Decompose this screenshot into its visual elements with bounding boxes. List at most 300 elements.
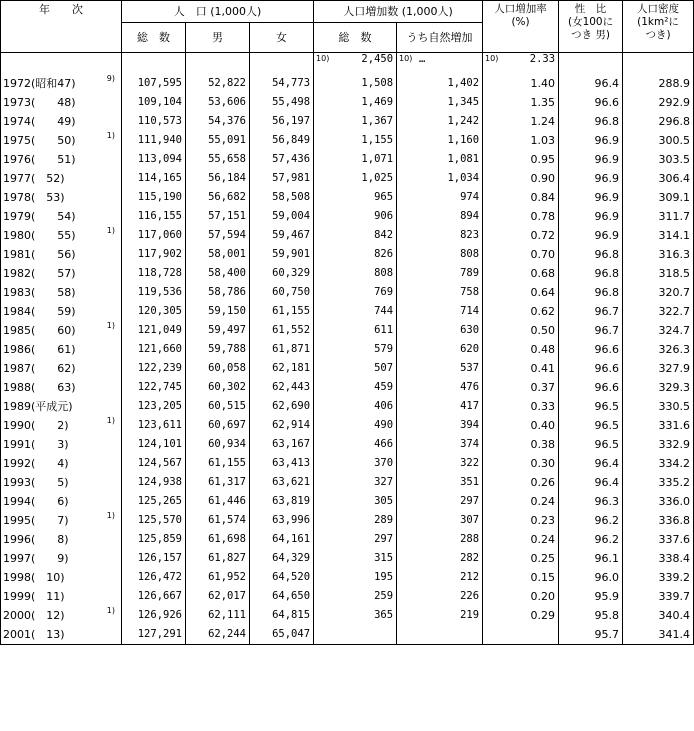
sex-ratio-cell: 96.4 [559,473,623,492]
rate-cell [483,625,559,645]
rate-cell: 0.30 [483,454,559,473]
male-cell: 58,001 [186,245,250,264]
male-cell: 55,658 [186,150,250,169]
table-row [1,264,694,283]
inc-natural-cell: 537 [397,359,483,378]
table-row [1,188,694,207]
density-cell: 332.9 [623,435,694,454]
table-row-initial [1,53,694,75]
inc-natural-cell: 351 [397,473,483,492]
rate-cell: 0.23 [483,511,559,530]
inc-total-cell: 769 [314,283,397,302]
table-row [1,359,694,378]
inc-total-cell: 1,025 [314,169,397,188]
inc-natural-cell: 758 [397,283,483,302]
female-cell: 63,621 [250,473,314,492]
density-cell: 336.0 [623,492,694,511]
inc-natural-cell [397,625,483,645]
inc-total-cell: 611 [314,321,397,340]
year-cell: 1989(平成元) [1,397,122,416]
total-cell: 126,157 [122,549,186,568]
male-cell: 60,302 [186,378,250,397]
rate-cell: 0.95 [483,150,559,169]
table-row [1,226,694,245]
male-cell: 59,788 [186,340,250,359]
rate-cell: 0.50 [483,321,559,340]
year-cell: 1991( 3) [1,435,122,454]
female-cell: 63,819 [250,492,314,511]
total-cell: 120,305 [122,302,186,321]
table-row [1,473,694,492]
header-inc-natural: うち自然増加 [397,23,483,53]
total-cell: 122,239 [122,359,186,378]
sex-ratio-cell: 96.5 [559,397,623,416]
year-cell: 1977( 52) [1,169,122,188]
table-body [1,53,694,645]
male-cell: 61,155 [186,454,250,473]
inc-natural-cell: 288 [397,530,483,549]
sex-ratio-cell: 96.9 [559,226,623,245]
inc-total-cell: 370 [314,454,397,473]
density-cell: 311.7 [623,207,694,226]
table-row [1,587,694,606]
female-cell: 59,467 [250,226,314,245]
density-cell: 322.7 [623,302,694,321]
density-cell: 339.7 [623,587,694,606]
female-cell: 62,181 [250,359,314,378]
header-sex-ratio: 性 比 (女100に つき 男) [559,1,623,53]
inc-total-cell: 1,071 [314,150,397,169]
inc-total-cell: 579 [314,340,397,359]
table-row [1,606,694,625]
density-cell: 306.4 [623,169,694,188]
rate-cell: 0.26 [483,473,559,492]
header-increase: 人口増加数 (1,000人) [314,1,483,23]
header-rate: 人口増加率 (%) [483,1,559,53]
female-cell: 58,508 [250,188,314,207]
male-cell: 56,184 [186,169,250,188]
total-cell: 123,611 [122,416,186,435]
header-inc-total: 総 数 [314,23,397,53]
sex-ratio-cell: 96.8 [559,245,623,264]
male-cell: 52,822 [186,74,250,93]
female-cell: 61,552 [250,321,314,340]
male-cell: 53,606 [186,93,250,112]
footnote-mark: 9) [106,74,115,83]
inc-natural-cell: 894 [397,207,483,226]
table-row [1,321,694,340]
sex-ratio-cell: 96.6 [559,340,623,359]
year-cell: 1973( 48) [1,93,122,112]
inc-natural-cell: 297 [397,492,483,511]
female-cell: 57,981 [250,169,314,188]
female-cell: 59,901 [250,245,314,264]
sex-ratio-cell: 96.5 [559,435,623,454]
inc-natural-cell: 1,081 [397,150,483,169]
inc-total-cell: 826 [314,245,397,264]
table-row [1,492,694,511]
density-cell: 327.9 [623,359,694,378]
total-cell: 117,060 [122,226,186,245]
total-cell: 122,745 [122,378,186,397]
year-cell: 1976( 51) [1,150,122,169]
density-cell: 292.9 [623,93,694,112]
sex-ratio-cell: 96.8 [559,112,623,131]
rate-cell: 1.24 [483,112,559,131]
rate-cell: 0.24 [483,492,559,511]
inc-total-cell: 1,367 [314,112,397,131]
sex-ratio-cell: 96.6 [559,378,623,397]
density-cell: 288.9 [623,74,694,93]
total-cell: 123,205 [122,397,186,416]
sex-ratio-cell: 95.9 [559,587,623,606]
total-cell: 124,567 [122,454,186,473]
header-year: 年 次 [1,1,122,53]
year-cell: 1996( 8) [1,530,122,549]
female-cell: 54,773 [250,74,314,93]
year-cell: 1998( 10) [1,568,122,587]
header-pop-total: 総 数 [122,23,186,53]
table-row [1,435,694,454]
inc-natural-cell: 307 [397,511,483,530]
total-cell: 127,291 [122,625,186,645]
inc-total-cell [314,625,397,645]
density-cell: 318.5 [623,264,694,283]
total-cell: 125,265 [122,492,186,511]
inc-natural-cell: 808 [397,245,483,264]
year-cell: 1980( 55) 1) [1,226,122,245]
year-cell: 1981( 56) [1,245,122,264]
table-row [1,511,694,530]
sex-ratio-cell: 96.9 [559,150,623,169]
male-cell: 61,698 [186,530,250,549]
female-cell: 59,004 [250,207,314,226]
male-cell: 61,574 [186,511,250,530]
density-cell: 339.2 [623,568,694,587]
female-cell: 64,329 [250,549,314,568]
footnote-mark: 1) [106,131,115,140]
sex-ratio-cell: 96.6 [559,93,623,112]
header-pop-female: 女 [250,23,314,53]
year-cell: 2001( 13) [1,625,122,645]
year-cell: 1974( 49) [1,112,122,131]
density-cell: 338.4 [623,549,694,568]
year-cell: 1999( 11) [1,587,122,606]
table-row [1,340,694,359]
female-cell: 62,914 [250,416,314,435]
inc-total-cell: 289 [314,511,397,530]
year-cell: 1986( 61) [1,340,122,359]
table-row [1,530,694,549]
inc-natural-cell: 789 [397,264,483,283]
inc-total-cell: 842 [314,226,397,245]
table-row [1,283,694,302]
female-cell: 62,443 [250,378,314,397]
total-cell: 109,104 [122,93,186,112]
female-cell: 65,047 [250,625,314,645]
year-cell: 1997( 9) [1,549,122,568]
total-cell: 124,101 [122,435,186,454]
rate-cell: 0.62 [483,302,559,321]
initial-inc-natural: 10) … [397,53,483,75]
inc-natural-cell: 823 [397,226,483,245]
table-row [1,112,694,131]
male-cell: 57,594 [186,226,250,245]
density-cell: 326.3 [623,340,694,359]
rate-cell: 1.35 [483,93,559,112]
total-cell: 126,667 [122,587,186,606]
sex-ratio-cell: 96.4 [559,454,623,473]
inc-total-cell: 327 [314,473,397,492]
male-cell: 60,515 [186,397,250,416]
rate-cell: 1.03 [483,131,559,150]
inc-total-cell: 1,155 [314,131,397,150]
sex-ratio-cell: 96.0 [559,568,623,587]
inc-natural-cell: 417 [397,397,483,416]
sex-ratio-cell: 96.9 [559,188,623,207]
male-cell: 59,150 [186,302,250,321]
inc-total-cell: 965 [314,188,397,207]
sex-ratio-cell: 96.9 [559,169,623,188]
rate-cell: 1.40 [483,74,559,93]
initial-inc-total: 10) 2,450 [314,53,397,75]
density-cell: 316.3 [623,245,694,264]
inc-total-cell: 490 [314,416,397,435]
inc-total-cell: 1,469 [314,93,397,112]
rate-cell: 0.78 [483,207,559,226]
rate-cell: 0.84 [483,188,559,207]
female-cell: 64,520 [250,568,314,587]
year-cell: 1995( 7) 1) [1,511,122,530]
male-cell: 61,827 [186,549,250,568]
table-row [1,416,694,435]
total-cell: 113,094 [122,150,186,169]
male-cell: 62,017 [186,587,250,606]
inc-natural-cell: 1,034 [397,169,483,188]
rate-cell: 0.15 [483,568,559,587]
initial-rate: 10) 2.33 [483,53,559,75]
rate-cell: 0.29 [483,606,559,625]
sex-ratio-cell: 96.7 [559,321,623,340]
inc-natural-cell: 1,160 [397,131,483,150]
year-cell: 2000( 12) 1) [1,606,122,625]
table-row [1,169,694,188]
footnote-mark: 1) [106,606,115,615]
total-cell: 124,938 [122,473,186,492]
year-cell: 1993( 5) [1,473,122,492]
density-cell: 320.7 [623,283,694,302]
female-cell: 60,750 [250,283,314,302]
female-cell: 56,849 [250,131,314,150]
table-row [1,625,694,645]
rate-cell: 0.38 [483,435,559,454]
inc-total-cell: 507 [314,359,397,378]
header-pop-male: 男 [186,23,250,53]
table-row [1,397,694,416]
inc-natural-cell: 1,402 [397,74,483,93]
sex-ratio-cell: 96.9 [559,131,623,150]
inc-total-cell: 406 [314,397,397,416]
rate-cell: 0.48 [483,340,559,359]
total-cell: 110,573 [122,112,186,131]
table-row [1,207,694,226]
inc-natural-cell: 1,345 [397,93,483,112]
rate-cell: 0.68 [483,264,559,283]
sex-ratio-cell: 96.9 [559,207,623,226]
table-row [1,302,694,321]
inc-natural-cell: 620 [397,340,483,359]
inc-natural-cell: 394 [397,416,483,435]
year-cell: 1978( 53) [1,188,122,207]
total-cell: 118,728 [122,264,186,283]
density-cell: 334.2 [623,454,694,473]
total-cell: 126,926 [122,606,186,625]
rate-cell: 0.90 [483,169,559,188]
inc-natural-cell: 974 [397,188,483,207]
inc-total-cell: 808 [314,264,397,283]
density-cell: 341.4 [623,625,694,645]
table-row [1,378,694,397]
male-cell: 59,497 [186,321,250,340]
header-density: 人口密度 (1km²に つき) [623,1,694,53]
total-cell: 125,859 [122,530,186,549]
table-row [1,131,694,150]
density-cell: 336.8 [623,511,694,530]
sex-ratio-cell: 96.1 [559,549,623,568]
female-cell: 64,161 [250,530,314,549]
inc-total-cell: 259 [314,587,397,606]
total-cell: 114,165 [122,169,186,188]
female-cell: 63,996 [250,511,314,530]
inc-natural-cell: 226 [397,587,483,606]
year-cell: 1975( 50) 1) [1,131,122,150]
density-cell: 335.2 [623,473,694,492]
rate-cell: 0.72 [483,226,559,245]
female-cell: 63,413 [250,454,314,473]
density-cell: 303.5 [623,150,694,169]
male-cell: 62,111 [186,606,250,625]
male-cell: 60,058 [186,359,250,378]
density-cell: 309.1 [623,188,694,207]
table-row [1,454,694,473]
total-cell: 121,049 [122,321,186,340]
density-cell: 314.1 [623,226,694,245]
year-cell: 1987( 62) [1,359,122,378]
inc-total-cell: 365 [314,606,397,625]
density-cell: 337.6 [623,530,694,549]
sex-ratio-cell: 96.7 [559,302,623,321]
sex-ratio-cell: 95.7 [559,625,623,645]
inc-total-cell: 297 [314,530,397,549]
rate-cell: 0.20 [483,587,559,606]
year-cell: 1988( 63) [1,378,122,397]
inc-natural-cell: 1,242 [397,112,483,131]
density-cell: 340.4 [623,606,694,625]
inc-natural-cell: 374 [397,435,483,454]
male-cell: 62,244 [186,625,250,645]
sex-ratio-cell: 96.4 [559,74,623,93]
sex-ratio-cell: 96.5 [559,416,623,435]
rate-cell: 0.37 [483,378,559,397]
total-cell: 119,536 [122,283,186,302]
table-row [1,93,694,112]
male-cell: 61,952 [186,568,250,587]
footnote-mark: 1) [106,321,115,330]
table-row [1,150,694,169]
year-cell: 1972(昭和47) 9) [1,74,122,93]
rate-cell: 0.70 [483,245,559,264]
total-cell: 107,595 [122,74,186,93]
density-cell: 324.7 [623,321,694,340]
rate-cell: 0.40 [483,416,559,435]
female-cell: 62,690 [250,397,314,416]
total-cell: 116,155 [122,207,186,226]
male-cell: 56,682 [186,188,250,207]
rate-cell: 0.33 [483,397,559,416]
female-cell: 57,436 [250,150,314,169]
inc-natural-cell: 322 [397,454,483,473]
year-cell: 1984( 59) [1,302,122,321]
total-cell: 126,472 [122,568,186,587]
female-cell: 60,329 [250,264,314,283]
year-cell: 1990( 2) 1) [1,416,122,435]
rate-cell: 0.41 [483,359,559,378]
density-cell: 300.5 [623,131,694,150]
year-cell: 1979( 54) [1,207,122,226]
sex-ratio-cell: 96.8 [559,283,623,302]
table-row [1,74,694,93]
total-cell: 121,660 [122,340,186,359]
sex-ratio-cell: 96.3 [559,492,623,511]
male-cell: 61,446 [186,492,250,511]
total-cell: 125,570 [122,511,186,530]
male-cell: 58,400 [186,264,250,283]
density-cell: 296.8 [623,112,694,131]
female-cell: 63,167 [250,435,314,454]
footnote-mark: 1) [106,416,115,425]
density-cell: 330.5 [623,397,694,416]
sex-ratio-cell: 95.8 [559,606,623,625]
year-cell: 1992( 4) [1,454,122,473]
male-cell: 54,376 [186,112,250,131]
inc-natural-cell: 282 [397,549,483,568]
year-cell: 1994( 6) [1,492,122,511]
total-cell: 111,940 [122,131,186,150]
sex-ratio-cell: 96.6 [559,359,623,378]
sex-ratio-cell: 96.2 [559,511,623,530]
inc-total-cell: 466 [314,435,397,454]
male-cell: 57,151 [186,207,250,226]
male-cell: 60,934 [186,435,250,454]
female-cell: 61,871 [250,340,314,359]
inc-total-cell: 315 [314,549,397,568]
rate-cell: 0.25 [483,549,559,568]
female-cell: 61,155 [250,302,314,321]
year-cell: 1982( 57) [1,264,122,283]
inc-natural-cell: 476 [397,378,483,397]
female-cell: 56,197 [250,112,314,131]
density-cell: 329.3 [623,378,694,397]
table-row [1,549,694,568]
header-population: 人 口 (1,000人) [122,1,314,23]
rate-cell: 0.24 [483,530,559,549]
male-cell: 55,091 [186,131,250,150]
table-row [1,568,694,587]
sex-ratio-cell: 96.8 [559,264,623,283]
inc-natural-cell: 714 [397,302,483,321]
inc-total-cell: 906 [314,207,397,226]
density-cell: 331.6 [623,416,694,435]
